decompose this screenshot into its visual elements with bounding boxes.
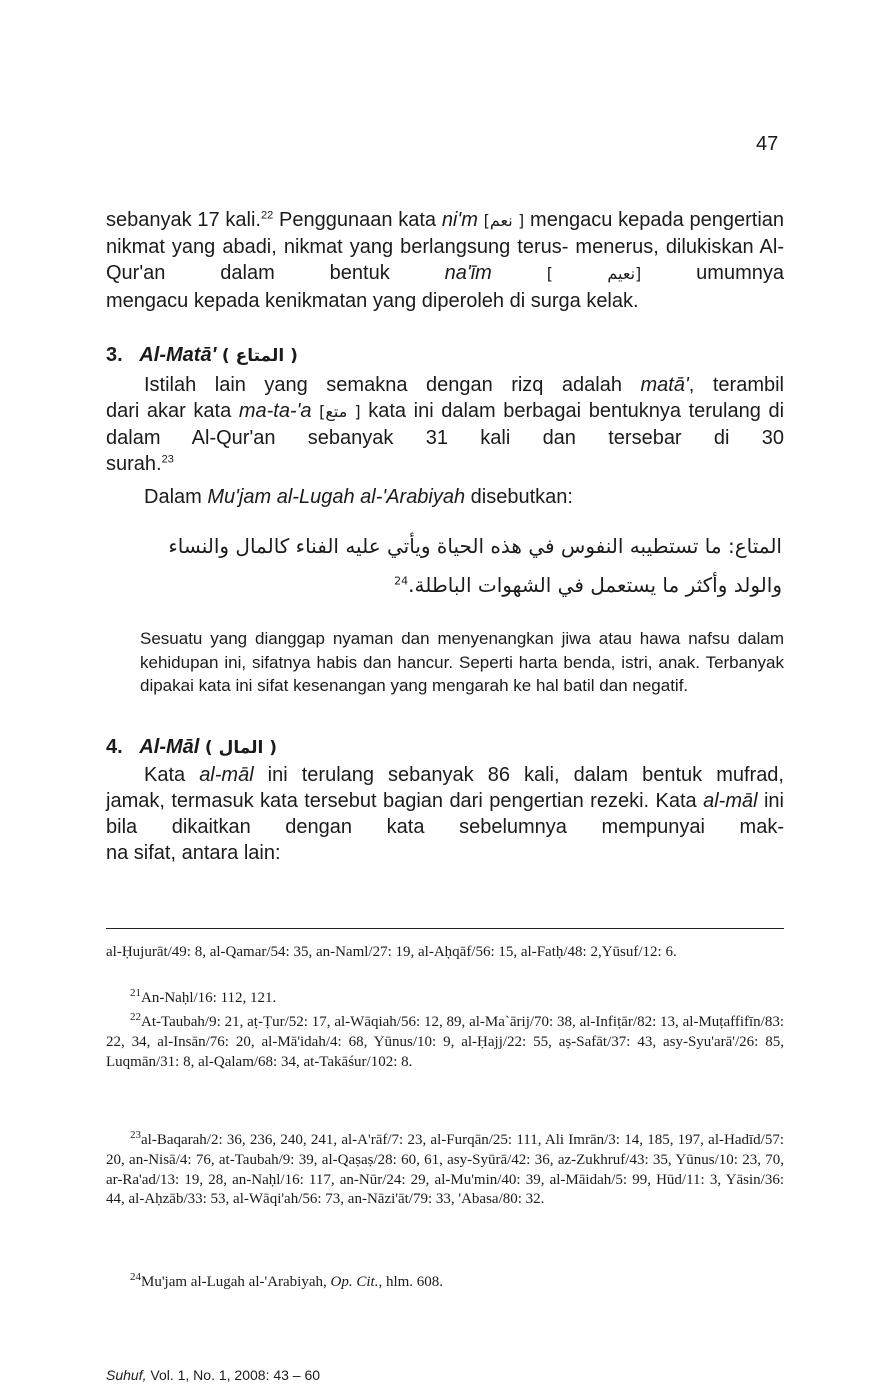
intro-line: sebanyak 17 kali.$^{22}$ Penggunaan kata ni'm [نعم ] mengacu kepada <box>106 209 684 231</box>
para-line: na sifat, antara lain: <box>106 842 281 865</box>
page-number: 47 <box>756 133 779 155</box>
footnote-22: $^{22}$At-Taubah/9: 21, aṭ-Ṭur/52: 17, al-Wāqiah/56: 12, 89, al-Ma`ārij/70: 38, al-Infiṭār/82: 13, al-Muṭaffifīn/83: 22, 34, al-Insān/76: 20, al-Mā'idah/4: 68, Yūnus/10: 9, al-Ḥajj/22: 55, aṣ-Safāt/37: 43, asy-Syu'arā'/26: 85, Luqmān/31: 8, al-Qalam/68: 34, at-Takāśur/102: 8. <box>106 1011 784 1070</box>
arabic-quote-line: والولد وأكثر ما يستعمل في الشهوات الباطلة.$^{24}$ <box>394 573 782 597</box>
para-line: Istilah lain yang semakna dengan rizq adalah matā', terambil <box>144 374 784 396</box>
section-3-paragraph <box>144 372 784 398</box>
footnote-separator <box>106 928 784 929</box>
footnote-continued: al-Ḥujurāt/49: 8, al-Qamar/54: 35, an-Naml/27: 19, al-Aḥqāf/56: 15, al-Fatḥ/48: 2,Yūsuf/12: 6. <box>106 944 677 960</box>
intro-line: menerus, dilukiskan Al-Qur'an dalam bentuk na'īm [ نعيم] umumnya <box>106 236 784 285</box>
section-4-paragraph-cont <box>106 788 784 867</box>
intro-line: mengacu kepada kenikmatan yang diperoleh di surga kelak. <box>106 289 639 312</box>
para-line: terulang di dalam Al-Qur'an sebanyak 31 kali dan tersebar di 30 <box>106 400 785 450</box>
section-4-paragraph <box>144 762 784 788</box>
section-3-paragraph-cont <box>106 398 784 478</box>
footnote-23: $^{23}$al-Baqarah/2: 36, 236, 240, 241, al-A'rāf/7: 23, al-Furqān/25: 111, Ali Imrān/3: 14, 185, 197, al-Hadīd/57: 20, an-Nisā/4: 76, at-Taubah/9: 39, al-Qaṣaṣ/28: 60, 61, asy-Syūrā/42: 36, az-Zukhruf/43: 35, Yūnus/10: 23, 70, ar-Ra'ad/13: 19, 28, an-Naḥl/16: 117, an-Nūr/24: 29, al-Mu'min/40: 39, al-Māidah/5: 99, Hūd/11: 3, Yāsin/36: 44, al-Aḥzāb/33: 53, al-Wāqi'ah/56: 73, an-Nāzi'āt/79: 33, 'Abasa/80: 32. <box>106 1129 784 1208</box>
intro-line: pengertian nikmat yang abadi, nikmat yang berlangsung terus- <box>106 209 785 259</box>
para-line: dari akar kata ma-ta-'a [متع ] kata ini dalam berbagai bentuknya <box>106 400 681 422</box>
footnote-21: $^{21}$An-Naḥl/16: 112, 121. <box>130 987 277 1006</box>
footnote-24: $^{24}$Mu'jam al-Lugah al-'Arabiyah, Op. Cit., hlm. 608. <box>130 1271 444 1290</box>
arabic-quote-line: المتاع: ما تستطيبه النفوس في هذه الحياة ويأتي عليه الفناء كالمال والنساء <box>168 534 782 558</box>
intro-paragraph <box>106 207 784 314</box>
para-line: surah.$^{23}$ <box>106 453 174 476</box>
journal-footer: Suhuf, Vol. 1, No. 1, 2008: 43 – 60 <box>106 1367 321 1383</box>
section-4-heading: 4. Al-Māl ( المال ) <box>106 736 278 758</box>
para-line: jamak, termasuk kata tersebut bagian dari pengertian rezeki. Kata <box>106 790 697 812</box>
section-3-heading: 3. Al-Matā' ( المتاع ) <box>106 344 298 366</box>
para-line: al-māl ini bila dikaitkan dengan kata sebelumnya mempunyai mak- <box>106 790 784 839</box>
para-line: Kata al-māl ini terulang sebanyak 86 kali, dalam bentuk mufrad, <box>144 764 784 786</box>
section-3-dalam: Dalam Mu'jam al-Lugah al-'Arabiyah disebutkan: <box>144 486 573 508</box>
translation-quote: Sesuatu yang dianggap nyaman dan menyenangkan jiwa atau hawa nafsu dalam kehidupan ini, sifatnya habis dan hancur. Seperti harta benda, istri, anak. Terbanyak dipakai kata ini sifat kesenangan yang mengarah ke hal batil dan negatif. <box>140 629 784 696</box>
